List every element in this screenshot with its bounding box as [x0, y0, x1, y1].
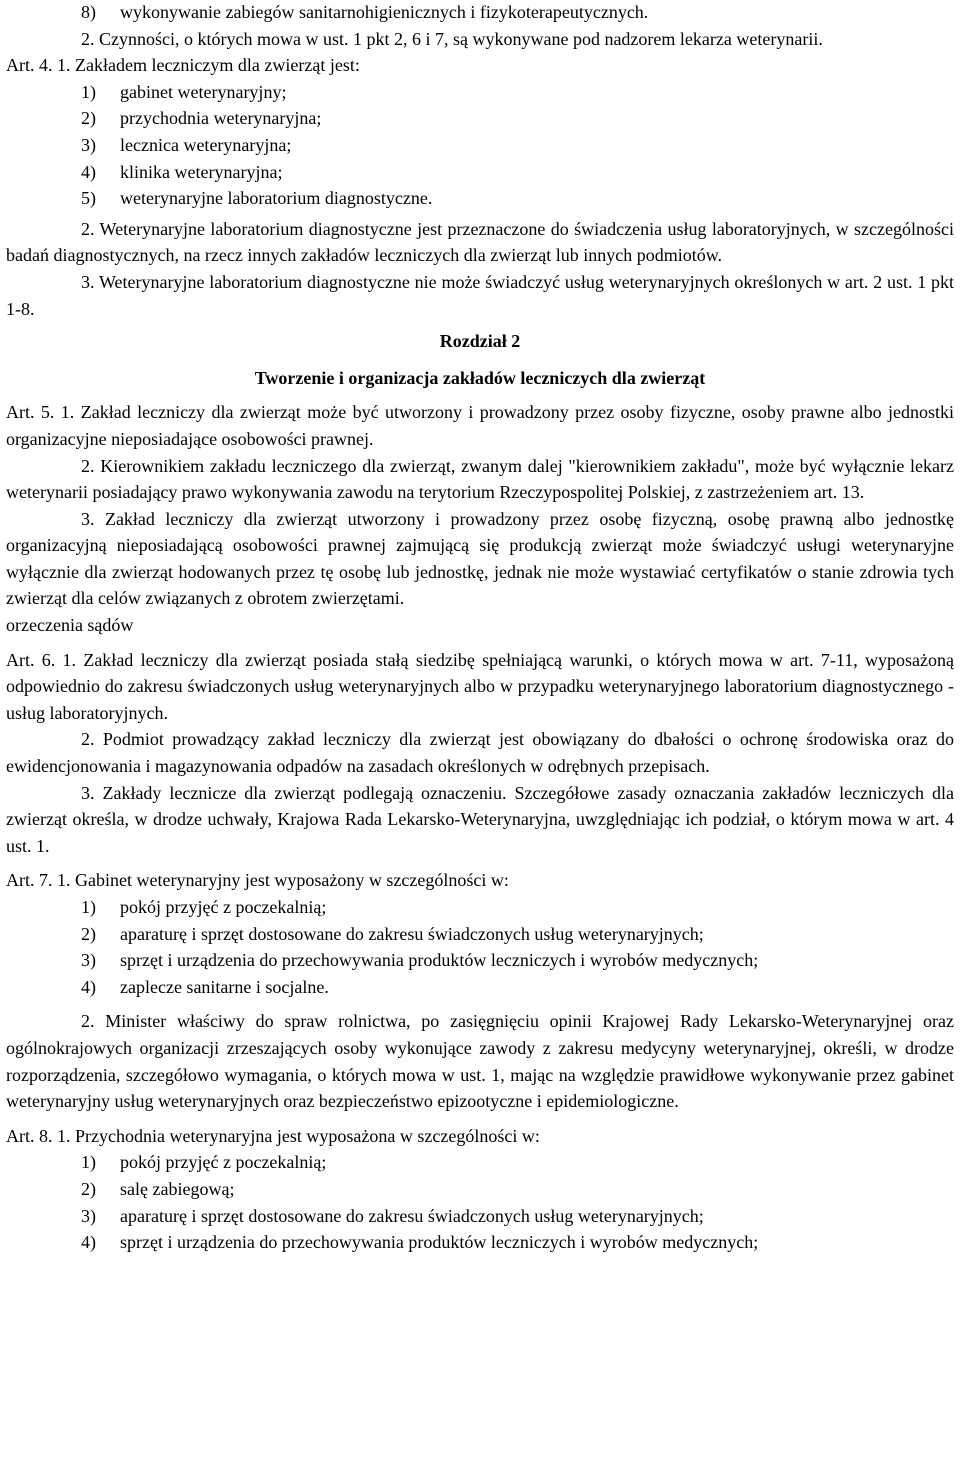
item-text: pokój przyjęć z poczekalnią;: [120, 1152, 327, 1173]
item-number: 1): [81, 81, 96, 102]
art5-paragraph-1: Art. 5. 1. Zakład leczniczy dla zwierząt może być utworzony i prowadzony przez osoby fizyczne, osoby prawne albo jednostki organizacyjne nieposiadające osobowości prawnej.: [6, 402, 954, 449]
item-number: 5): [81, 188, 96, 209]
item-number: 1): [81, 897, 96, 917]
art6-paragraph-2: 2. Podmiot prowadzący zakład leczniczy dla zwierząt jest obowiązany do dbałości o ochronę środowiska oraz do ewidencjonowania i magazynowania odpadów na zasadach określonych w odrębnych przepisach.: [6, 729, 954, 777]
item-text: sprzęt i urządzenia do przechowywania produktów leczniczych i wyrobów medycznych;: [120, 1232, 759, 1253]
item-number: 3): [81, 134, 96, 155]
list-item: [6, 894, 954, 921]
art4-paragraph-3: 3. Weterynaryjne laboratorium diagnostyczne nie może świadczyć usług weterynaryjnych określonych w art. 2 ust. 1 pkt 1-8.: [6, 271, 954, 319]
list-item: [6, 185, 954, 212]
item-number: 1): [81, 1152, 96, 1173]
item-text: wykonywanie zabiegów sanitarnohigienicznych i fizykoterapeutycznych.: [120, 2, 649, 22]
art7-paragraph-1: Art. 7. 1. Gabinet weterynaryjny jest wyposażony w szczególności w:: [6, 870, 509, 891]
chapter-title: Tworzenie i organizacja zakładów leczniczych dla zwierząt: [254, 367, 706, 388]
list-item: [6, 1176, 954, 1203]
art3-paragraph-2: 2. Czynności, o których mowa w ust. 1 pkt 2, 6 i 7, są wykonywane pod nadzorem lekarza weterynarii.: [81, 28, 823, 49]
item-text: sprzęt i urządzenia do przechowywania produktów leczniczych i wyrobów medycznych;: [120, 950, 759, 971]
item-text: weterynaryjne laboratorium diagnostyczne.: [120, 188, 433, 209]
art4-paragraph-2: 2. Weterynaryjne laboratorium diagnostyczne jest przeznaczone do świadczenia usług laboratoryjnych, w szczególności badań diagnostycznych, na rzecz innych zakładów leczniczych dla zwierząt lub innych podmiotów.: [6, 218, 954, 266]
item-number: 4): [81, 161, 96, 182]
item-text: aparaturę i sprzęt dostosowane do zakresu świadczonych usług weterynaryjnych;: [120, 1205, 704, 1226]
list-item: [6, 947, 954, 974]
item-text: salę zabiegową;: [120, 1178, 235, 1199]
item-number: 4): [81, 976, 96, 997]
list-item: [6, 79, 954, 106]
art6-paragraph-1: Art. 6. 1. Zakład leczniczy dla zwierząt posiada stałą siedzibę spełniającą warunki, o których mowa w art. 7-11, wyposażoną odpowiednio do zakresu świadczonych usług weterynaryjnych albo w przypadku weterynaryjnego laboratorium diagnostycznego - usług laboratoryjnych.: [6, 649, 954, 723]
item-text: gabinet weterynaryjny;: [120, 81, 287, 102]
item-number: 3): [81, 950, 96, 971]
list-item: [6, 0, 954, 26]
list-item: [6, 921, 954, 948]
art7-paragraph-2: 2. Minister właściwy do spraw rolnictwa, po zasięgnięciu opinii Krajowej Rady Lekarsko-Weterynaryjnej oraz ogólnokrajowych organizacji zrzeszających osoby wykonujące zawody z zakresu medycyny weterynaryjnej, określi, w drodze rozporządzenia, szczegółowo wymagania, o których mowa w ust. 1, mając na względzie prawidłowe wykonywanie przez gabinet weterynaryjny usług weterynaryjnych oraz bezpieczeństwo epizootyczne i epidemiologiczne.: [6, 1011, 954, 1112]
art5-paragraph-2: 2. Kierownikiem zakładu leczniczego dla zwierząt, zwanym dalej "kierownikiem zakładu", może być wyłącznie lekarz weterynarii posiadający prawo wykonywania zawodu na terytorium Rzeczypospolitej Polskiej, z zastrzeżeniem art. 13.: [6, 455, 954, 503]
item-number: 2): [81, 1178, 96, 1199]
list-item: [6, 1149, 954, 1176]
item-text: zaplecze sanitarne i socjalne.: [120, 976, 329, 997]
list-item: [6, 105, 954, 132]
item-text: przychodnia weterynaryjna;: [120, 108, 322, 129]
item-number: 8): [81, 2, 96, 22]
item-number: 3): [81, 1205, 96, 1226]
item-text: klinika weterynaryjna;: [120, 161, 283, 182]
court-rulings-link[interactable]: orzeczenia sądów: [6, 615, 134, 636]
art6-paragraph-3: 3. Zakłady lecznicze dla zwierząt podlegają oznaczeniu. Szczegółowe zasady oznaczania zakładów leczniczych dla zwierząt określa, w drodze uchwały, Krajowa Rada Lekarsko-Weterynaryjna, uwzględniając ich podział, o którym mowa w art. 4 ust. 1.: [6, 782, 954, 856]
item-number: 4): [81, 1232, 96, 1253]
art5-paragraph-3: 3. Zakład leczniczy dla zwierząt utworzony i prowadzony przez osobę fizyczną, osobę prawną albo jednostkę organizacyjną nieposiadającą osobowości prawnej zajmującą się produkcją zwierząt może świadczyć usługi weterynaryjne wyłącznie dla zwierząt hodowanych przez tę osobę lub jednostkę, jednak nie może wystawiać certyfikatów o stanie zdrowia tych zwierząt dla celów związanych z obrotem zwierzętami.: [6, 508, 954, 609]
item-number: 2): [81, 923, 96, 944]
art8-paragraph-1: Art. 8. 1. Przychodnia weterynaryjna jest wyposażona w szczególności w:: [6, 1125, 540, 1146]
item-number: 2): [81, 108, 96, 129]
list-item: [6, 159, 954, 186]
art4-paragraph-1: Art. 4. 1. Zakładem leczniczym dla zwierząt jest:: [6, 55, 360, 76]
item-text: lecznica weterynaryjna;: [120, 134, 292, 155]
list-item: [6, 1203, 954, 1230]
chapter-number: Rozdział 2: [439, 331, 521, 352]
list-item: [6, 1229, 954, 1256]
list-item: [6, 132, 954, 159]
item-text: pokój przyjęć z poczekalnią;: [120, 897, 327, 917]
list-item: [6, 974, 954, 1001]
item-text: aparaturę i sprzęt dostosowane do zakresu świadczonych usług weterynaryjnych;: [120, 923, 704, 944]
